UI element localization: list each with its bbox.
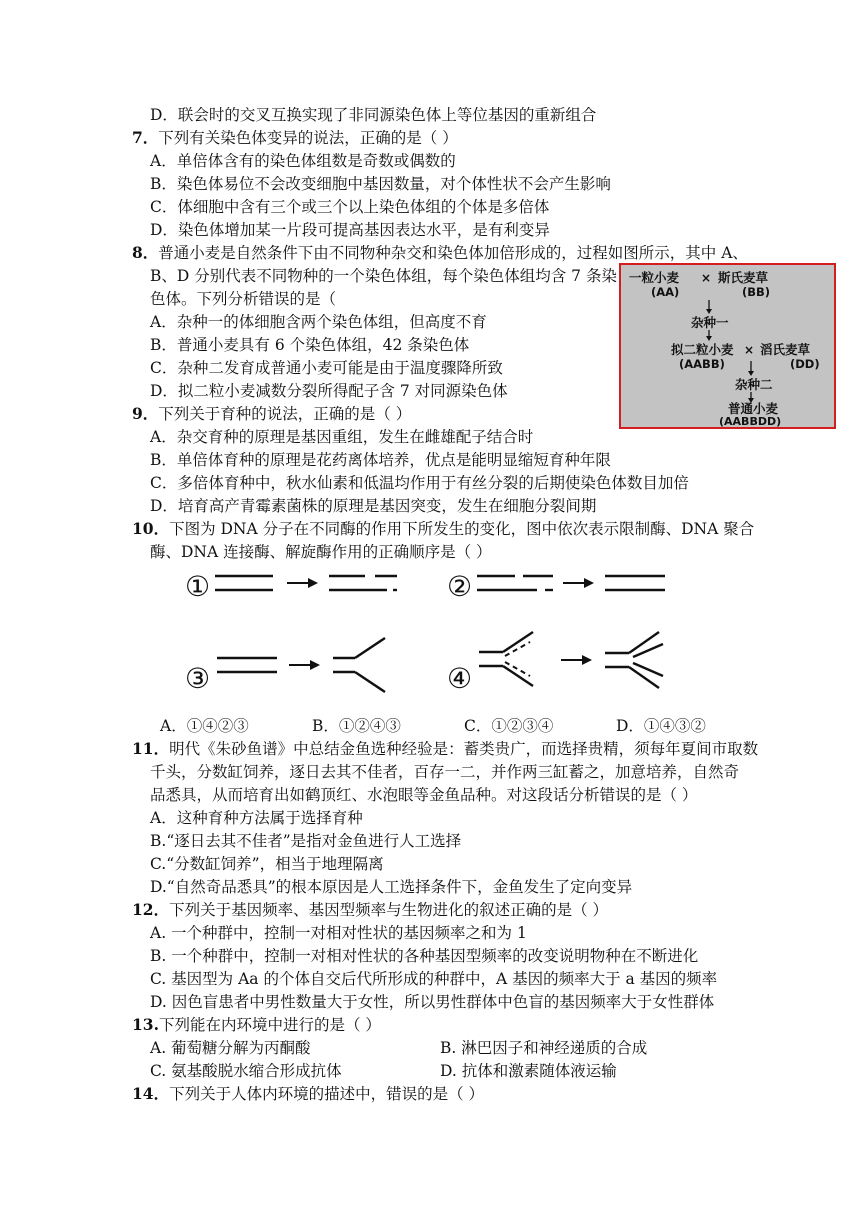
q12-option-a: A. 一个种群中，控制一对相对性状的基因频率之和为 1: [150, 924, 527, 942]
parent2-label: 斯氏麦草: [718, 270, 769, 285]
q12-option-d: D. 因色盲患者中男性数量大于女性，所以男性群体中色盲的基因频率大于女性群体: [150, 993, 715, 1011]
panel1-intact-dna: [215, 576, 273, 590]
question-7: 7．下列有关染色体变异的说法，正确的是（ ）: [132, 128, 458, 147]
product-label: 普通小麦: [728, 401, 779, 416]
q8-option-a: A．杂种一的体细胞含两个染色体组，但高度不育: [150, 313, 487, 331]
parent3-genome: (DD): [790, 357, 820, 371]
q10-option-b: B．①②④③: [312, 717, 401, 735]
q9-option-c: C．多倍体育种中，秋水仙素和低温均作用于有丝分裂的后期使染色体数目加倍: [150, 474, 689, 492]
panel2-joined-dna: [605, 576, 665, 590]
question-11: 11．明代《朱砂鱼谱》中总结金鱼选种经验是：蓄类贵广，而选择贵精，须每年夏间市取数: [132, 739, 759, 758]
q11-option-b: B.“逐日去其不佳者”是指对金鱼进行人工选择: [150, 832, 462, 850]
question-12: 12．下列关于基因频率、基因型频率与生物进化的叙述正确的是（ ）: [132, 900, 609, 919]
arrow-2: [706, 330, 712, 341]
q9-option-a: A．杂交育种的原理是基因重组，发生在雌雄配子结合时: [150, 428, 534, 446]
q9-option-d: D．培育高产青霉素菌株的原理是基因突变，发生在细胞分裂间期: [150, 497, 597, 515]
q13-option-d: D. 抗体和激素随体液运输: [440, 1062, 617, 1080]
q8-option-b: B．普通小麦具有 6 个染色体组，42 条染色体: [150, 336, 470, 354]
label-4: ④: [447, 662, 473, 695]
q7-option-c: C．体细胞中含有三个或三个以上染色体组的个体是多倍体: [150, 198, 550, 216]
q11-option-a: A．这种育种方法属于选择育种: [150, 809, 363, 827]
panel4-replicated-dna: [605, 632, 663, 688]
question-9: 9．下列关于育种的说法，正确的是（ ）: [132, 404, 412, 423]
q10-option-a: A．①④②③: [160, 717, 249, 735]
question-8: 8．普通小麦是自然条件下由不同物种杂交和染色体加倍形成的，过程如图所示，其中 A、: [132, 243, 748, 262]
q6-option-d: D．联会时的交叉互换实现了非同源染色体上等位基因的重新组合: [150, 106, 597, 124]
cross-sign-2: ×: [744, 343, 755, 357]
q9-option-b: B．单倍体育种的原理是花药离体培养，优点是能明显缩短育种年限: [150, 451, 611, 469]
q13-option-c: C. 氨基酸脱水缩合形成抗体: [150, 1062, 342, 1080]
parent2-genome: (BB): [742, 285, 771, 299]
product-genome: (AABBDD): [719, 415, 782, 427]
arrow-3: [748, 361, 754, 376]
dna-enzyme-diagram: [185, 560, 675, 700]
q8-line-2: B、D 分别代表不同物种的一个染色体组，每个染色体组均含 7 条染: [150, 267, 617, 285]
tetraploid-label: 拟二粒小麦: [671, 342, 734, 357]
q11-line-3: 品悉具，从而培育出如鹤顶红、水泡眼等金鱼品种。对这段话分析错误的是（ ）: [150, 786, 698, 804]
panel1-arrow: [287, 578, 318, 588]
q11-option-d: D.“自然奇品悉具”的根本原因是人工选择条件下，金鱼发生了定向变异: [150, 878, 633, 896]
label-3: ③: [185, 662, 211, 695]
panel3-arrow: [289, 660, 320, 670]
q7-option-b: B．染色体易位不会改变细胞中基因数量，对个体性状不会产生影响: [150, 175, 611, 193]
q8-line-3: 色体。下列分析错误的是（: [150, 290, 337, 308]
panel2-fragment-dna: [477, 576, 553, 590]
q12-option-b: B. 一个种群中，控制一对相对性状的各种基因型频率的改变说明物种在不断进化: [150, 947, 699, 965]
panel3-unwound-dna: [333, 638, 385, 692]
parent1-label: 一粒小麦: [629, 270, 680, 285]
label-2: ②: [447, 570, 473, 603]
question-14: 14．下列关于人体内环境的描述中，错误的是（ ）: [132, 1084, 485, 1103]
panel1-cut-dna: [329, 576, 397, 590]
q11-option-c: C.“分数缸饲养”，相当于地理隔离: [150, 855, 384, 873]
cross-sign-1: ×: [701, 271, 712, 285]
q10-option-d: D．①④③②: [616, 717, 706, 735]
arrow-1: [706, 300, 712, 314]
parent3-label: 滔氏麦草: [760, 342, 811, 357]
q10-line-2: 酶、DNA 连接酶、解旋酶作用的正确顺序是（ ）: [150, 543, 492, 561]
wheat-breeding-diagram: [619, 263, 836, 429]
q13-option-a: A. 葡萄糖分解为丙酮酸: [150, 1039, 311, 1057]
tetraploid-genome: (AABB): [679, 357, 725, 371]
q11-line-2: 千头，分数缸饲养，逐日去其不佳者，百存一二，并作两三缸蓄之，加意培养，自然奇: [150, 763, 740, 781]
q10-option-c: C．①②③④: [464, 717, 554, 735]
q8-option-c: C．杂种二发育成普通小麦可能是由于温度骤降所致: [150, 359, 503, 377]
label-1: ①: [185, 570, 211, 603]
parent1-genome: (AA): [651, 285, 680, 299]
hybrid1-label: 杂种一: [691, 315, 729, 330]
panel3-intact-dna: [217, 658, 277, 672]
hybrid2-label: 杂种二: [735, 377, 773, 392]
q13-option-b: B. 淋巴因子和神经递质的合成: [440, 1039, 648, 1057]
question-10: 10．下图为 DNA 分子在不同酶的作用下所发生的变化，图中依次表示限制酶、DNA 聚合: [132, 519, 755, 538]
q7-option-a: A．单倍体含有的染色体组数是奇数或偶数的: [150, 152, 456, 170]
question-13: 13.下列能在内环境中进行的是（ ）: [132, 1015, 381, 1034]
panel2-arrow: [563, 578, 594, 588]
q12-option-c: C. 基因型为 Aa 的个体自交后代所形成的种群中，A 基因的频率大于 a 基因的频率: [150, 970, 718, 988]
panel4-template-dna: [479, 632, 533, 686]
panel4-arrow: [561, 655, 592, 665]
q8-option-d: D．拟二粒小麦减数分裂所得配子含 7 对同源染色体: [150, 382, 508, 400]
q7-option-d: D．染色体增加某一片段可提高基因表达水平，是有利变异: [150, 221, 550, 239]
